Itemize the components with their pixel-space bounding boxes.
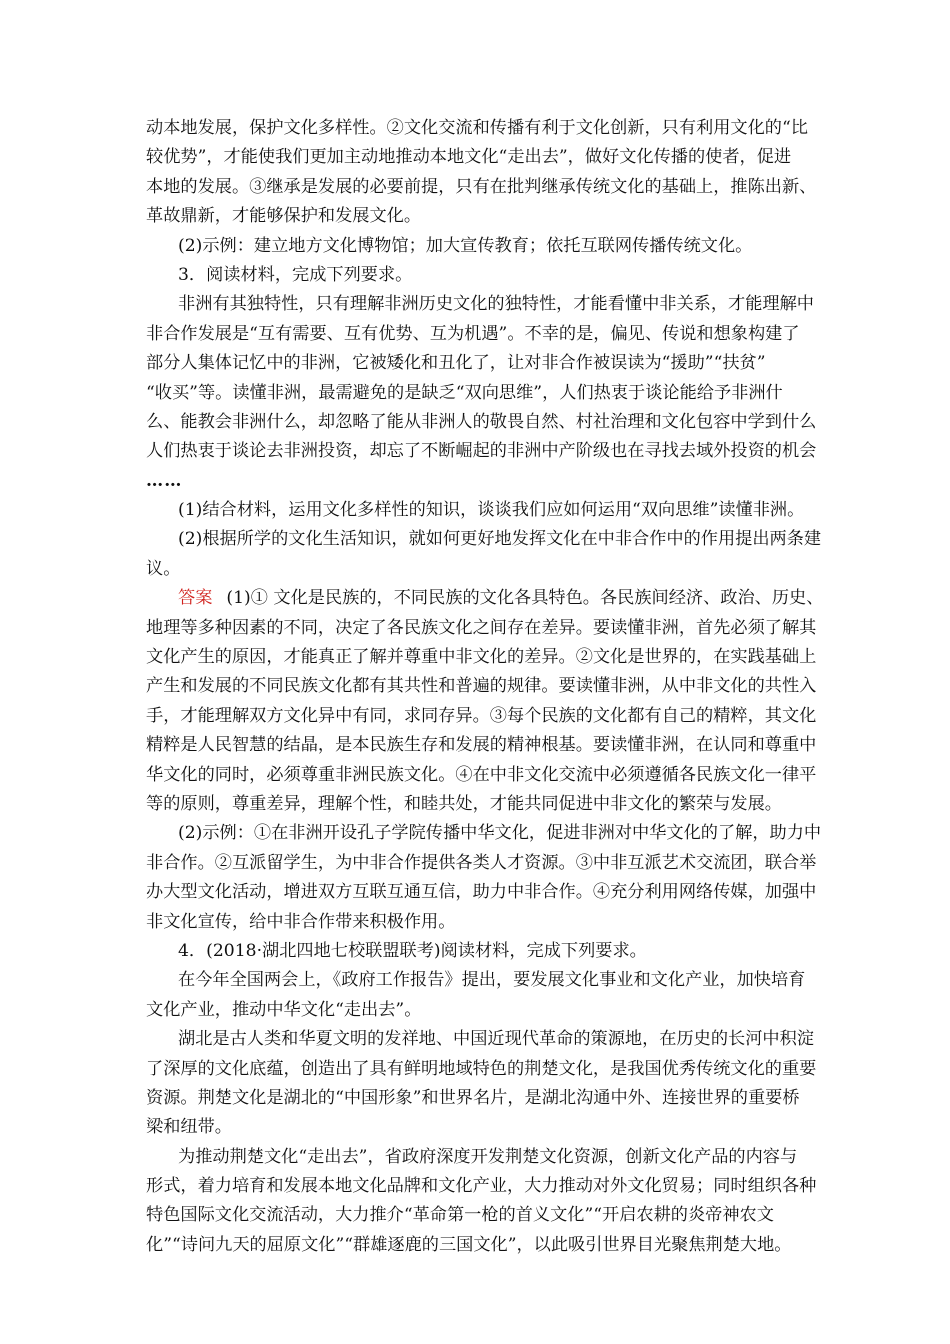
text-line <box>146 996 826 1025</box>
text-line <box>146 761 826 790</box>
line-text: 特色国际文化交流活动，大力推介“革命第一枪的首义文化”“开启农耕的炎帝神农文 <box>146 1205 774 1226</box>
line-text: 了深厚的文化底蕴，创造出了具有鲜明地域特色的荆楚文化，是我国优秀传统文化的重要 <box>146 1058 817 1079</box>
text-line <box>146 819 826 848</box>
line-text: 在今年全国两会上，《政府工作报告》提出，要发展文化事业和文化产业，加快培育 <box>178 970 806 991</box>
text-line <box>146 202 826 231</box>
text-line <box>146 1231 826 1260</box>
text-line <box>146 878 826 907</box>
answer-label: 答案 <box>178 588 213 609</box>
text-line <box>146 1055 826 1084</box>
line-text: 资源。荆楚文化是湖北的“中国形象”和世界名片，是湖北沟通中外、连接世界的重要桥 <box>146 1087 800 1108</box>
line-text: 动本地发展，保护文化多样性。②文化交流和传播有利于文化创新，只有利用文化的“比 <box>146 118 808 138</box>
text-line <box>146 908 826 937</box>
document-body <box>146 114 826 1260</box>
line-text: 议。 <box>146 558 181 579</box>
line-text: 本地的发展。③继承是发展的必要前提，只有在批判继承传统文化的基础上，推陈出新、 <box>146 176 817 197</box>
text-line <box>146 1113 826 1142</box>
text-line <box>146 1172 826 1201</box>
line-text: (1)① 文化是民族的，不同民族的文化各具特色。各民族间经济、政治、历史、 <box>226 588 824 609</box>
line-text: 形式，着力培育和发展本地文化品牌和文化产业，大力推动对外文化贸易；同时组织各种 <box>146 1176 817 1197</box>
text-line <box>146 261 826 290</box>
text-line <box>146 614 826 643</box>
line-text: 等的原则，尊重差异，理解个性，和睦共处，才能共同促进中非文化的繁荣与发展。 <box>146 793 782 814</box>
text-line <box>146 643 826 672</box>
line-text: 革故鼎新，才能够保护和发展文化。 <box>146 206 422 227</box>
line-text: (2)根据所学的文化生活知识，就如何更好地发挥文化在中非合作中的作用提出两条建 <box>178 529 822 550</box>
line-text: 化”“诗问九天的屈原文化”“群雄逐鹿的三国文化”，以此吸引世界目光聚焦荆楚大地。 <box>146 1234 792 1255</box>
text-line <box>146 555 826 584</box>
line-text: 为推动荆楚文化“走出去”，省政府深度开发荆楚文化资源，创新文化产品的内容与 <box>178 1146 798 1167</box>
line-text: (1)结合材料，运用文化多样性的知识，谈谈我们应如何运用“双向思维”读懂非洲。 <box>178 500 805 521</box>
line-text: 办大型文化活动，增进双方互联互通互信，助力中非合作。④充分利用网络传媒，加强中 <box>146 882 817 903</box>
line-text: 梁和纽带。 <box>146 1117 232 1138</box>
text-line <box>146 1025 826 1054</box>
text-line <box>146 349 826 378</box>
text-line <box>146 290 826 319</box>
line-text: 3．阅读材料，完成下列要求。 <box>178 264 413 285</box>
text-line <box>146 1143 826 1172</box>
line-text: 华文化的同时，必须尊重非洲民族文化。④在中非文化交流中必须遵循各民族文化一律平 <box>146 764 817 785</box>
line-text: 人们热衷于谈论去非洲投资，却忘了不断崛起的非洲中产阶级也在寻找去域外投资的机会 <box>146 441 817 462</box>
line-text: 非合作发展是“互有需要、互有优势、互为机遇”。不幸的是，偏见、传说和想象构建了 <box>146 323 800 344</box>
line-text: (2)示例：①在非洲开设孔子学院传播中华文化，促进非洲对中华文化的了解，助力中 <box>178 823 822 844</box>
line-text: 非文化宣传，给中非合作带来积极作用。 <box>146 911 456 932</box>
text-line <box>146 702 826 731</box>
line-text: (2)示例：建立地方文化博物馆；加大宣传教育；依托互联网传播传统文化。 <box>178 235 753 256</box>
text-line <box>146 232 826 261</box>
text-line <box>146 496 826 525</box>
line-text: 文化产业，推动中华文化“走出去”。 <box>146 999 422 1020</box>
line-text: 部分人集体记忆中的非洲，它被矮化和丑化了，让对非合作被误读为“援助”“扶贫” <box>146 353 766 374</box>
text-line <box>146 1201 826 1230</box>
text-line <box>146 114 826 143</box>
text-line <box>146 525 826 554</box>
line-text: 产生和发展的不同民族文化都有其共性和普遍的规律。要读懂非洲，从中非文化的共性入 <box>146 676 817 697</box>
text-line <box>146 672 826 701</box>
line-text: 非合作。②互派留学生，为中非合作提供各类人才资源。③中非互派艺术交流团，联合举 <box>146 852 817 873</box>
line-text: …… <box>146 470 183 491</box>
line-text: 湖北是古人类和华夏文明的发祥地、中国近现代革命的策源地，在历史的长河中积淀 <box>178 1029 814 1050</box>
text-line <box>146 143 826 172</box>
line-text: 地理等多种因素的不同，决定了各民族文化之间存在差异。要读懂非洲，首先必须了解其 <box>146 617 817 638</box>
line-text: 么、能教会非洲什么，却忽略了能从非洲人的敬畏自然、村社治理和文化包容中学到什么 <box>146 411 817 432</box>
text-line <box>146 437 826 466</box>
line-text: 精粹是人民智慧的结晶，是本民族生存和发展的精神根基。要读懂非洲，在认同和尊重中 <box>146 735 817 756</box>
text-line <box>146 173 826 202</box>
text-line <box>146 467 826 496</box>
text-line <box>146 937 826 966</box>
answer-line <box>146 584 826 613</box>
text-line <box>146 849 826 878</box>
text-line <box>146 731 826 760</box>
line-text: 非洲有其独特性，只有理解非洲历史文化的独特性，才能看懂中非关系，才能理解中 <box>178 294 814 315</box>
text-line <box>146 1084 826 1113</box>
text-line <box>146 408 826 437</box>
line-text: 文化产生的原因，才能真正了解并尊重中非文化的差异。②文化是世界的，在实践基础上 <box>146 647 817 668</box>
line-text: 手，才能理解双方文化异中有同，求同存异。③每个民族的文化都有自己的精粹，其文化 <box>146 705 817 726</box>
text-line <box>146 966 826 995</box>
line-text: 较优势”，才能使我们更加主动地推动本地文化“走出去”，做好文化传播的使者，促进 <box>146 147 792 168</box>
text-line <box>146 320 826 349</box>
text-line <box>146 790 826 819</box>
line-text: 4．(2018·湖北四地七校联盟联考)阅读材料，完成下列要求。 <box>178 940 647 961</box>
text-line <box>146 379 826 408</box>
line-text: “收买”等。读懂非洲，最需避免的是缺乏“双向思维”，人们热衷于谈论能给予非洲什 <box>146 382 783 403</box>
